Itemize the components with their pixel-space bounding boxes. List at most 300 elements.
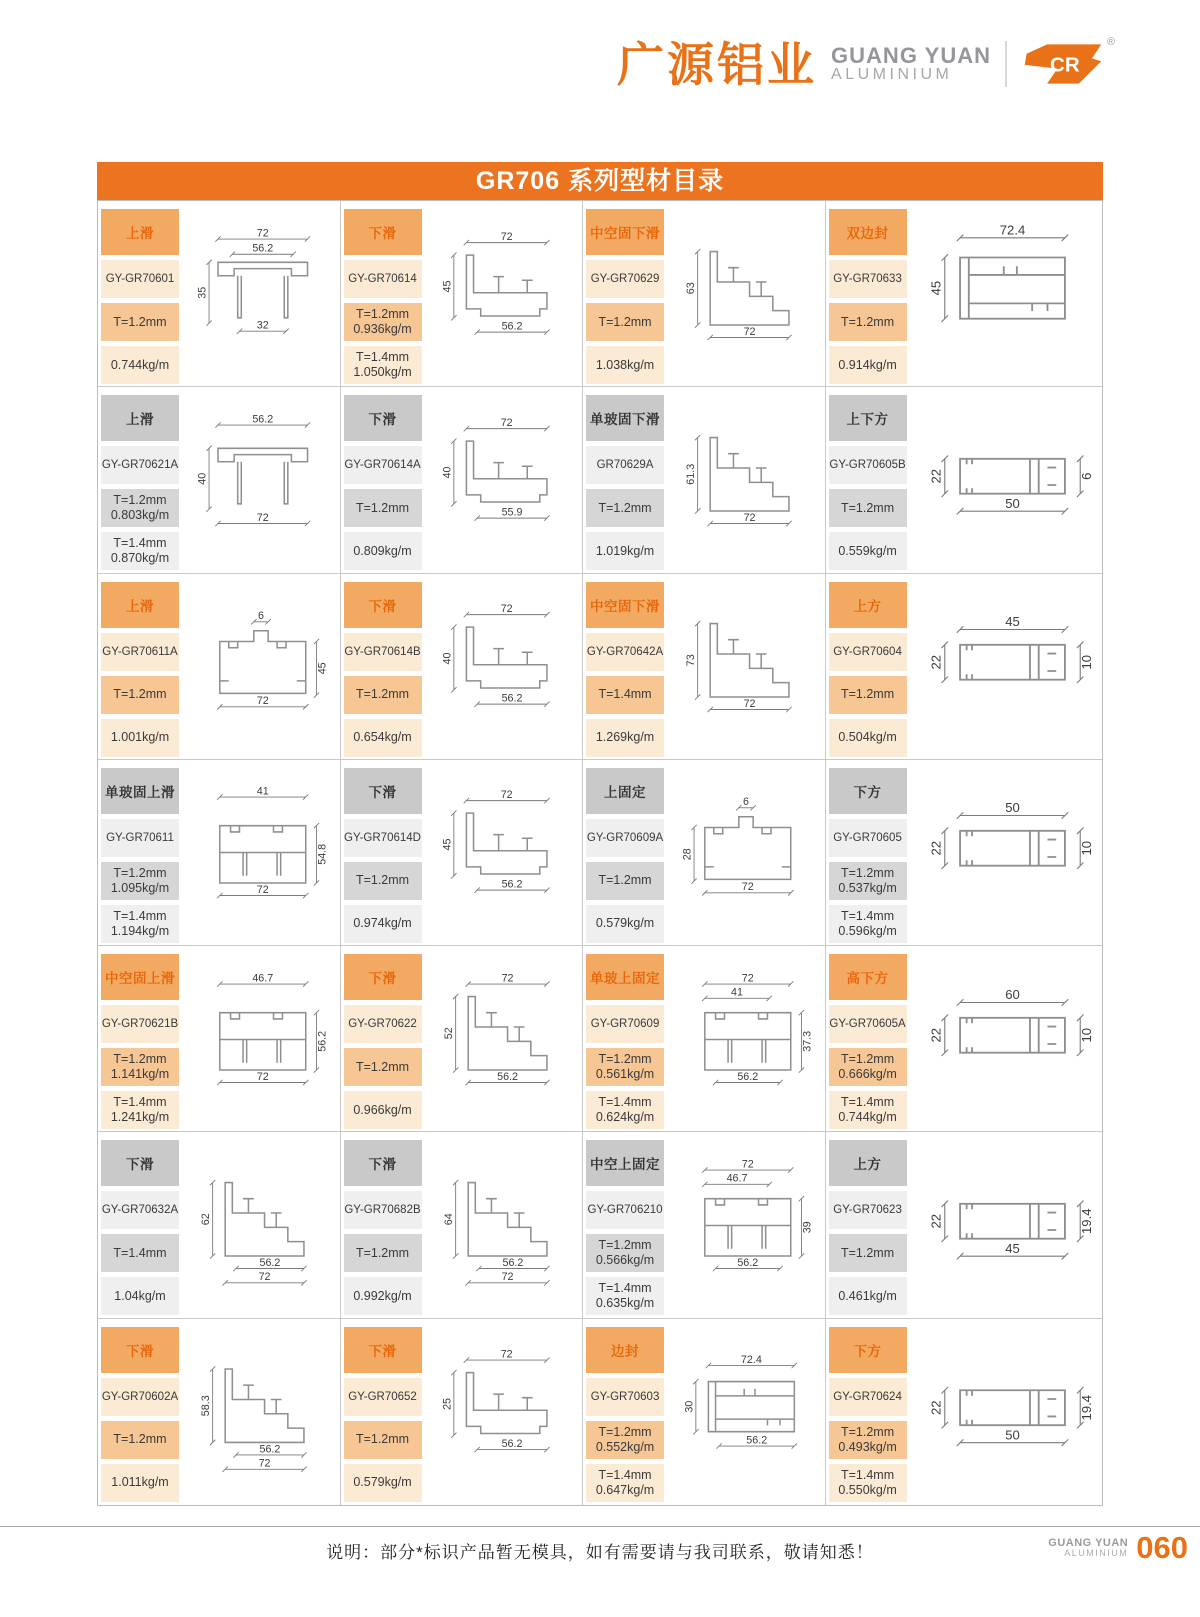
svg-text:61.3: 61.3 xyxy=(685,463,698,485)
svg-text:25: 25 xyxy=(440,1398,453,1411)
svg-text:39: 39 xyxy=(801,1221,814,1234)
svg-text:56.2: 56.2 xyxy=(316,1030,329,1052)
profile-category-label: 上方 xyxy=(829,1140,907,1186)
profile-spec-line: 0.559kg/m xyxy=(838,543,897,558)
profile-cell xyxy=(583,574,826,760)
footer-note: 说明：部分*标识产品暂无模具，如有需要请与我司联系，敬请知悉！ xyxy=(326,1543,874,1562)
svg-text:37.3: 37.3 xyxy=(801,1030,814,1052)
profile-drawing xyxy=(666,387,825,572)
profile-cell xyxy=(341,1319,584,1505)
profile-code: GY-GR70609A xyxy=(586,819,664,857)
svg-text:22: 22 xyxy=(928,1400,944,1416)
svg-text:72: 72 xyxy=(743,511,756,524)
profile-category-label: 下滑 xyxy=(344,768,422,814)
profile-code: GY-GR70601 xyxy=(101,260,179,298)
profile-spec-box xyxy=(344,862,422,900)
profile-spec-line: T=1.2mm xyxy=(113,865,167,880)
profile-spec-line: 0.803kg/m xyxy=(110,508,170,523)
profile-spec-box xyxy=(586,1048,664,1086)
profile-spec-line: T=1.2mm xyxy=(113,1432,167,1447)
profile-info-column xyxy=(586,209,666,386)
svg-text:56.2: 56.2 xyxy=(252,242,274,255)
profile-spec-box xyxy=(101,719,179,757)
profile-spec-box xyxy=(829,1277,907,1315)
svg-text:56.2: 56.2 xyxy=(501,320,523,333)
profile-category-label: 单玻固上滑 xyxy=(101,768,179,814)
profile-category-label: 上下方 xyxy=(829,395,907,441)
svg-text:72: 72 xyxy=(500,789,513,802)
profile-spec-line: 0.744kg/m xyxy=(838,1110,897,1125)
profile-category-label: 高下方 xyxy=(829,954,907,1000)
profile-info-column xyxy=(586,768,666,945)
header-divider xyxy=(1005,41,1007,87)
profile-spec-line: 1.194kg/m xyxy=(110,923,170,938)
svg-text:72: 72 xyxy=(256,884,269,897)
profile-info-column xyxy=(101,209,181,386)
profile-cell xyxy=(583,946,826,1132)
profile-drawing xyxy=(424,201,583,386)
page-title: GR706 系列型材目录 xyxy=(97,162,1103,200)
profile-spec-box xyxy=(586,532,664,570)
profile-spec-line: 1.269kg/m xyxy=(595,730,655,745)
svg-text:28: 28 xyxy=(681,848,694,861)
profile-cell xyxy=(341,201,584,387)
svg-text:22: 22 xyxy=(928,468,944,484)
profile-info-column xyxy=(344,209,424,386)
svg-text:60: 60 xyxy=(1005,986,1021,1002)
profile-cell xyxy=(583,201,826,387)
svg-text:72: 72 xyxy=(743,325,756,338)
svg-text:22: 22 xyxy=(928,841,944,857)
profile-drawing xyxy=(909,1319,1102,1505)
profile-spec-line: T=1.2mm xyxy=(840,500,895,515)
svg-text:22: 22 xyxy=(928,1214,944,1229)
registered-mark: ® xyxy=(1106,36,1115,48)
profile-cell xyxy=(826,1319,1102,1505)
profile-spec-box xyxy=(586,303,664,341)
profile-cell xyxy=(341,574,584,760)
profile-spec-line: 0.537kg/m xyxy=(838,880,897,895)
profile-info-column xyxy=(829,1327,909,1505)
profile-code: GY-GR70632A xyxy=(101,1191,179,1229)
cr-logo-icon xyxy=(1021,40,1105,88)
profile-spec-line: 1.019kg/m xyxy=(595,543,655,558)
profile-cell xyxy=(826,387,1102,573)
profile-spec-line: 0.974kg/m xyxy=(353,916,412,931)
svg-text:6: 6 xyxy=(258,610,265,623)
profile-spec-box xyxy=(829,1234,907,1272)
profile-spec-line: 0.566kg/m xyxy=(595,1253,655,1268)
profile-spec-box xyxy=(344,1421,422,1459)
profile-spec-line: T=1.2mm xyxy=(355,873,410,888)
svg-text:55.9: 55.9 xyxy=(501,506,523,519)
profile-spec-line: 0.579kg/m xyxy=(595,916,655,931)
svg-text:72: 72 xyxy=(256,1070,269,1083)
profile-spec-line: T=1.2mm xyxy=(355,500,410,515)
profile-drawing xyxy=(181,760,340,945)
svg-text:45: 45 xyxy=(316,662,329,675)
svg-text:56.2: 56.2 xyxy=(501,878,523,891)
profile-spec-box xyxy=(586,489,664,527)
profile-drawing xyxy=(909,387,1102,572)
profile-drawing xyxy=(424,946,583,1131)
profile-info-column xyxy=(344,768,424,945)
profile-spec-box xyxy=(829,1048,907,1086)
profile-spec-line: 0.504kg/m xyxy=(838,730,897,745)
profile-spec-box xyxy=(829,862,907,900)
profile-category-label: 下方 xyxy=(829,1327,907,1373)
profile-spec-line: T=1.2mm xyxy=(355,1059,410,1074)
profile-spec-line: T=1.2mm xyxy=(113,1052,167,1067)
svg-text:72: 72 xyxy=(256,511,269,524)
profile-info-column xyxy=(829,209,909,386)
profile-info-column xyxy=(586,954,666,1131)
profile-spec-box xyxy=(101,489,179,527)
profile-spec-line: T=1.2mm xyxy=(113,314,167,329)
svg-text:35: 35 xyxy=(196,286,209,299)
profile-category-label: 上固定 xyxy=(586,768,664,814)
profile-spec-line: T=1.2mm xyxy=(840,865,895,880)
svg-text:56.2: 56.2 xyxy=(737,1256,759,1269)
profile-code: GY-GR70605A xyxy=(829,1005,907,1043)
profile-spec-box xyxy=(101,1464,179,1502)
profile-cell xyxy=(341,946,584,1132)
profile-code: GY-GR70605 xyxy=(829,819,907,857)
profile-code: GY-GR70614A xyxy=(344,446,422,484)
profile-drawing xyxy=(424,387,583,572)
profile-spec-box xyxy=(344,1277,422,1315)
svg-text:19.4: 19.4 xyxy=(1079,1395,1095,1421)
svg-text:56.2: 56.2 xyxy=(259,1256,281,1269)
svg-text:72: 72 xyxy=(741,1158,754,1171)
profile-code: GY-GR70611 xyxy=(101,819,179,857)
svg-text:45: 45 xyxy=(928,280,944,295)
profile-category-label: 中空固上滑 xyxy=(101,954,179,1000)
svg-text:50: 50 xyxy=(1005,495,1021,511)
svg-text:72: 72 xyxy=(258,1457,271,1470)
profile-code: GY-GR70614 xyxy=(344,260,422,298)
profile-code: GY-GR70602A xyxy=(101,1378,179,1416)
catalog-row xyxy=(98,201,1102,387)
profile-drawing xyxy=(909,574,1102,759)
profile-category-label: 上滑 xyxy=(101,395,179,441)
profile-spec-line: 0.493kg/m xyxy=(838,1439,897,1454)
profile-spec-box xyxy=(344,719,422,757)
profile-spec-box xyxy=(344,1091,422,1129)
svg-text:41: 41 xyxy=(731,986,744,999)
profile-category-label: 单玻固下滑 xyxy=(586,395,664,441)
profile-category-label: 中空固下滑 xyxy=(586,582,664,628)
profile-category-label: 上滑 xyxy=(101,209,179,255)
svg-text:56.2: 56.2 xyxy=(496,1070,518,1083)
footer-brand-block xyxy=(1048,1532,1188,1563)
profile-category-label: 下滑 xyxy=(344,395,422,441)
svg-text:46.7: 46.7 xyxy=(726,1172,748,1185)
profile-code: GY-GR70682B xyxy=(344,1191,422,1229)
profile-spec-box xyxy=(829,1091,907,1129)
svg-text:40: 40 xyxy=(440,652,453,665)
profile-spec-box xyxy=(101,1091,179,1129)
profile-spec-line: 1.095kg/m xyxy=(110,880,170,895)
profile-spec-line: 0.966kg/m xyxy=(353,1102,412,1117)
profile-drawing xyxy=(181,1319,340,1505)
svg-text:63: 63 xyxy=(685,281,698,294)
profile-cell xyxy=(98,574,341,760)
profile-spec-box xyxy=(101,905,179,943)
profile-spec-line: 1.050kg/m xyxy=(353,365,412,379)
svg-text:72: 72 xyxy=(500,230,513,243)
svg-text:72: 72 xyxy=(256,226,269,239)
footer-divider xyxy=(0,1526,1200,1527)
profile-spec-box xyxy=(344,303,422,341)
profile-spec-line: T=1.2mm xyxy=(113,493,167,508)
profile-spec-line: T=1.4mm xyxy=(598,1281,652,1296)
page-number: 060 xyxy=(1136,1530,1188,1565)
profile-drawing xyxy=(666,1132,825,1317)
catalog-row xyxy=(98,946,1102,1132)
profile-spec-box xyxy=(344,905,422,943)
svg-text:72: 72 xyxy=(501,972,514,985)
profile-spec-box xyxy=(586,862,664,900)
svg-text:72: 72 xyxy=(500,1348,513,1361)
profile-spec-line: T=1.4mm xyxy=(840,1095,895,1110)
profile-drawing xyxy=(181,201,340,386)
svg-text:32: 32 xyxy=(256,319,269,332)
profile-spec-line: T=1.2mm xyxy=(840,314,895,329)
profile-spec-line: T=1.2mm xyxy=(355,307,410,321)
profile-drawing xyxy=(424,760,583,945)
brand-en-line2: ALUMINIUM xyxy=(831,66,953,84)
svg-text:45: 45 xyxy=(1005,1240,1021,1256)
profile-spec-line: 0.666kg/m xyxy=(838,1067,897,1082)
profile-spec-box xyxy=(101,1234,179,1272)
profile-info-column xyxy=(101,582,181,759)
profile-spec-line: 0.654kg/m xyxy=(353,730,412,745)
profile-spec-line: 0.914kg/m xyxy=(838,357,897,372)
profile-spec-line: 1.011kg/m xyxy=(111,1475,169,1490)
svg-text:10: 10 xyxy=(1079,841,1095,857)
svg-text:50: 50 xyxy=(1005,1427,1021,1443)
profile-category-label: 双边封 xyxy=(829,209,907,255)
profile-info-column xyxy=(101,768,181,945)
profile-info-column xyxy=(344,1140,424,1317)
svg-text:22: 22 xyxy=(928,1027,944,1043)
profile-spec-line: 0.552kg/m xyxy=(595,1439,655,1454)
profile-spec-box xyxy=(344,1234,422,1272)
profile-spec-line: T=1.2mm xyxy=(598,1238,652,1253)
profile-spec-box xyxy=(101,346,179,384)
svg-text:72: 72 xyxy=(741,881,754,894)
profile-category-label: 边封 xyxy=(586,1327,664,1373)
svg-text:72: 72 xyxy=(741,972,754,985)
svg-text:56.2: 56.2 xyxy=(501,1438,523,1451)
profile-spec-line: T=1.4mm xyxy=(840,1467,895,1482)
profile-spec-box xyxy=(101,1048,179,1086)
profile-code: GY-GR70621B xyxy=(101,1005,179,1043)
profile-spec-box xyxy=(344,489,422,527)
profile-spec-box xyxy=(344,1048,422,1086)
svg-text:40: 40 xyxy=(196,472,209,485)
profile-spec-line: 0.461kg/m xyxy=(838,1288,897,1303)
profile-drawing xyxy=(909,946,1102,1131)
svg-text:45: 45 xyxy=(1005,614,1021,630)
svg-text:46.7: 46.7 xyxy=(252,972,274,985)
profile-info-column xyxy=(829,768,909,945)
page-header xyxy=(617,36,1115,91)
profile-category-label: 下滑 xyxy=(344,209,422,255)
profile-spec-line: T=1.4mm xyxy=(113,1095,167,1110)
profile-spec-line: T=1.4mm xyxy=(840,908,895,923)
profile-spec-box xyxy=(829,719,907,757)
profile-drawing xyxy=(666,574,825,759)
profile-spec-line: 0.744kg/m xyxy=(110,357,170,372)
profile-code: GY-GR70633 xyxy=(829,260,907,298)
profile-spec-box xyxy=(344,676,422,714)
profile-spec-line: 1.241kg/m xyxy=(110,1110,170,1125)
svg-text:56.2: 56.2 xyxy=(501,692,523,705)
profile-spec-line: T=1.4mm xyxy=(113,536,167,551)
profile-drawing xyxy=(181,946,340,1131)
profile-spec-line: T=1.4mm xyxy=(355,350,410,364)
profile-spec-line: T=1.2mm xyxy=(598,500,652,515)
profile-spec-line: T=1.4mm xyxy=(113,908,167,923)
profile-spec-line: 0.936kg/m xyxy=(353,322,412,336)
profile-info-column xyxy=(101,1140,181,1317)
profile-category-label: 下滑 xyxy=(344,1140,422,1186)
profile-code: GY-GR70629 xyxy=(586,260,664,298)
svg-text:6: 6 xyxy=(1079,472,1095,480)
profile-spec-line: 0.550kg/m xyxy=(838,1482,897,1497)
profile-info-column xyxy=(344,582,424,759)
profile-drawing xyxy=(666,1319,825,1505)
svg-text:72.4: 72.4 xyxy=(741,1354,763,1367)
profile-cell xyxy=(98,1319,341,1505)
profile-spec-line: T=1.2mm xyxy=(840,1052,895,1067)
svg-text:73: 73 xyxy=(685,654,698,667)
catalog-row xyxy=(98,1132,1102,1318)
svg-text:56.2: 56.2 xyxy=(259,1443,281,1456)
profile-spec-box xyxy=(344,1464,422,1502)
profile-spec-line: 0.624kg/m xyxy=(595,1110,655,1125)
profile-drawing xyxy=(181,387,340,572)
svg-text:45: 45 xyxy=(440,838,453,851)
profile-code: GY-GR70614B xyxy=(344,633,422,671)
profile-spec-line: 0.579kg/m xyxy=(353,1475,412,1490)
profile-spec-line: 1.04kg/m xyxy=(114,1288,166,1303)
profile-code: GY-GR70609 xyxy=(586,1005,664,1043)
profile-spec-box xyxy=(586,676,664,714)
profile-category-label: 单玻上固定 xyxy=(586,954,664,1000)
profile-spec-box xyxy=(586,1277,664,1315)
profile-drawing xyxy=(909,760,1102,945)
svg-text:72: 72 xyxy=(500,603,513,616)
company-logo xyxy=(1021,36,1115,88)
profile-code: GY-GR70624 xyxy=(829,1378,907,1416)
profile-drawing xyxy=(909,201,1102,386)
profile-cell xyxy=(98,387,341,573)
profile-spec-box xyxy=(829,489,907,527)
profile-drawing xyxy=(181,1132,340,1317)
profile-spec-line: 0.561kg/m xyxy=(595,1067,655,1082)
profile-info-column xyxy=(586,395,666,572)
profile-cell xyxy=(341,760,584,946)
profile-drawing xyxy=(424,1132,583,1317)
profile-category-label: 上滑 xyxy=(101,582,179,628)
profile-cell xyxy=(98,201,341,387)
profile-spec-line: 0.635kg/m xyxy=(595,1296,655,1311)
profile-spec-box xyxy=(101,532,179,570)
profile-spec-box xyxy=(101,1421,179,1459)
profile-info-column xyxy=(344,395,424,572)
profile-spec-box xyxy=(829,676,907,714)
profile-info-column xyxy=(101,1327,181,1505)
profile-drawing xyxy=(909,1132,1102,1317)
profile-cell xyxy=(826,946,1102,1132)
profile-category-label: 下滑 xyxy=(344,954,422,1000)
profile-spec-line: T=1.4mm xyxy=(598,687,652,702)
brand-name-chinese: 广源铝业 xyxy=(617,37,818,91)
svg-text:72: 72 xyxy=(743,697,756,710)
profile-info-column xyxy=(586,1140,666,1317)
profile-spec-line: 0.992kg/m xyxy=(353,1288,412,1303)
profile-spec-line: T=1.4mm xyxy=(113,1245,167,1260)
profile-spec-line: T=1.2mm xyxy=(840,1424,895,1439)
profile-cell xyxy=(98,946,341,1132)
profile-code: GY-GR70605B xyxy=(829,446,907,484)
profile-spec-line: 1.001kg/m xyxy=(110,730,170,745)
profile-code: GY-GR70652 xyxy=(344,1378,422,1416)
profile-spec-box xyxy=(344,346,422,384)
profile-cell xyxy=(583,1319,826,1505)
svg-text:40: 40 xyxy=(440,466,453,479)
footer-brand-line2: ALUMINIUM xyxy=(1064,1547,1129,1558)
profile-code: GR70629A xyxy=(586,446,664,484)
profile-code: GY-GR70621A xyxy=(101,446,179,484)
profile-cell xyxy=(826,574,1102,760)
brand-name-english xyxy=(831,44,991,84)
svg-text:72: 72 xyxy=(500,416,513,429)
profile-spec-box xyxy=(829,1421,907,1459)
profile-info-column xyxy=(829,954,909,1131)
profile-category-label: 上方 xyxy=(829,582,907,628)
svg-text:56.2: 56.2 xyxy=(737,1070,759,1083)
svg-text:10: 10 xyxy=(1079,1027,1095,1043)
profile-spec-box xyxy=(586,1464,664,1502)
profile-spec-line: 0.809kg/m xyxy=(353,543,412,558)
svg-text:64: 64 xyxy=(442,1213,455,1226)
profile-spec-box xyxy=(101,303,179,341)
profile-drawing xyxy=(666,760,825,945)
profile-cell xyxy=(583,760,826,946)
profile-cell xyxy=(826,1132,1102,1318)
svg-text:72: 72 xyxy=(501,1271,514,1284)
profile-code: GY-GR70604 xyxy=(829,633,907,671)
profile-info-column xyxy=(344,1327,424,1505)
profile-cell xyxy=(98,760,341,946)
profile-info-column xyxy=(586,1327,666,1505)
svg-text:19.4: 19.4 xyxy=(1079,1208,1095,1235)
profile-info-column xyxy=(829,582,909,759)
profile-spec-line: 0.870kg/m xyxy=(110,551,170,566)
profile-spec-box xyxy=(829,346,907,384)
svg-text:52: 52 xyxy=(442,1027,455,1039)
profile-category-label: 下滑 xyxy=(344,1327,422,1373)
profile-info-column xyxy=(829,395,909,572)
svg-text:30: 30 xyxy=(683,1401,696,1413)
profile-spec-line: T=1.2mm xyxy=(840,1245,895,1260)
profile-spec-line: T=1.2mm xyxy=(355,687,410,702)
profile-spec-line: T=1.4mm xyxy=(598,1467,652,1482)
